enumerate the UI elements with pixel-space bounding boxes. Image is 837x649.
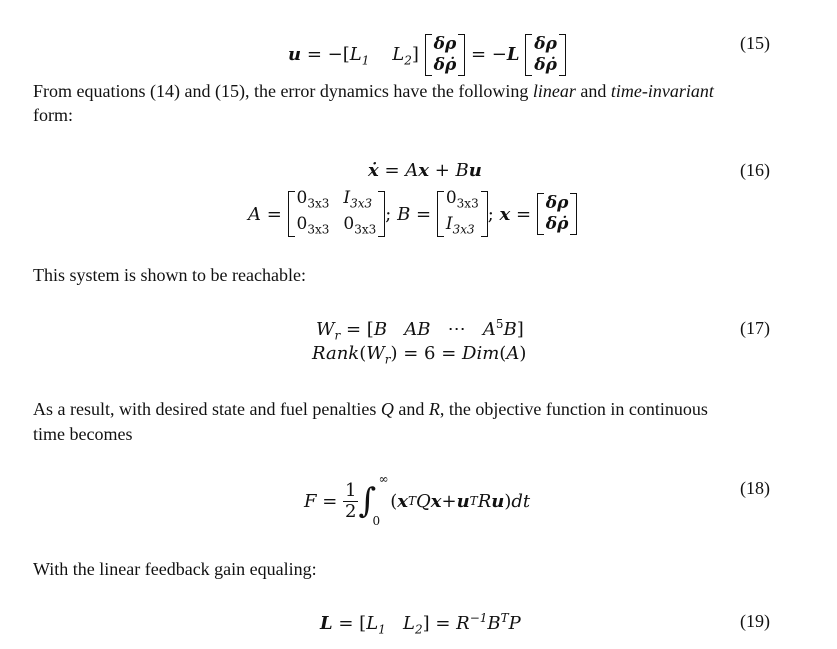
- eq-number-16: (16): [740, 160, 770, 180]
- paragraph-error-dynamics: From equations (14) and (15), the error dynamics have the following linear and time-invariant: [33, 81, 714, 101]
- eq-number-17: (17): [740, 318, 770, 338]
- paragraph-reachable: This system is shown to be reachable:: [33, 265, 306, 285]
- delta-rho: δρ: [433, 34, 457, 54]
- L2-symbol: $L_2$: [392, 44, 412, 68]
- matrix-A: $0_{3x3}$ $I_{3x3}$ $0_{3x3}$ $0_{3x3}$: [288, 188, 386, 241]
- equation-19: $L = [L_1$ $L_2] = R^{-1}B^TP$: [320, 611, 521, 637]
- state-vector-15b: [525, 34, 566, 76]
- u-vector: u: [288, 44, 302, 65]
- state-vector-15a: [425, 34, 466, 76]
- equation-17-line1: $W_r = [B$ AB ⋯ $A^5B$]: [316, 317, 524, 343]
- equation-17-line2: $Rank(W_r) = 6 = Dim(A)$: [312, 343, 527, 367]
- equation-16-line1: ẋ = Ax + Bu: [368, 160, 482, 181]
- L1-symbol: $L_1$: [349, 44, 370, 68]
- state-vector-x: δρ δρ̇: [537, 193, 578, 235]
- equation-18: F = $\frac{1}{2}$ ∫ ∞ 0 ( x T Q x + u T R u ) dt: [304, 472, 531, 528]
- eq-number-15: (15): [740, 33, 770, 53]
- paragraph-objective-line2: time becomes: [33, 424, 133, 444]
- equation-15: $u = -[L_1$ $L_2$] δρ δρ̇ = −L δρ δρ̇: [288, 34, 566, 76]
- paragraph-feedback-gain: With the linear feedback gain equaling:: [33, 559, 317, 579]
- equation-16-line2: A = $0_{3x3}$ $I_{3x3}$ $0_{3x3}$ $0_{3x3}$ ; B = $0_{3x3}$ $I_{3x3}$ ; x = δρ δρ̇: [248, 188, 577, 241]
- paragraph-error-dynamics-line2: form:: [33, 105, 73, 125]
- delta-rho-dot: δρ̇: [534, 55, 557, 75]
- matrix-B: $0_{3x3}$ $I_{3x3}$: [437, 188, 488, 241]
- paragraph-objective: As a result, with desired state and fuel penalties Q and R, the objective function in continuous: [33, 399, 708, 419]
- eq-number-18: (18): [740, 478, 770, 498]
- delta-rho: δρ: [534, 34, 557, 54]
- delta-rho-dot: δρ̇: [433, 55, 457, 75]
- eq-number-19: (19): [740, 611, 770, 631]
